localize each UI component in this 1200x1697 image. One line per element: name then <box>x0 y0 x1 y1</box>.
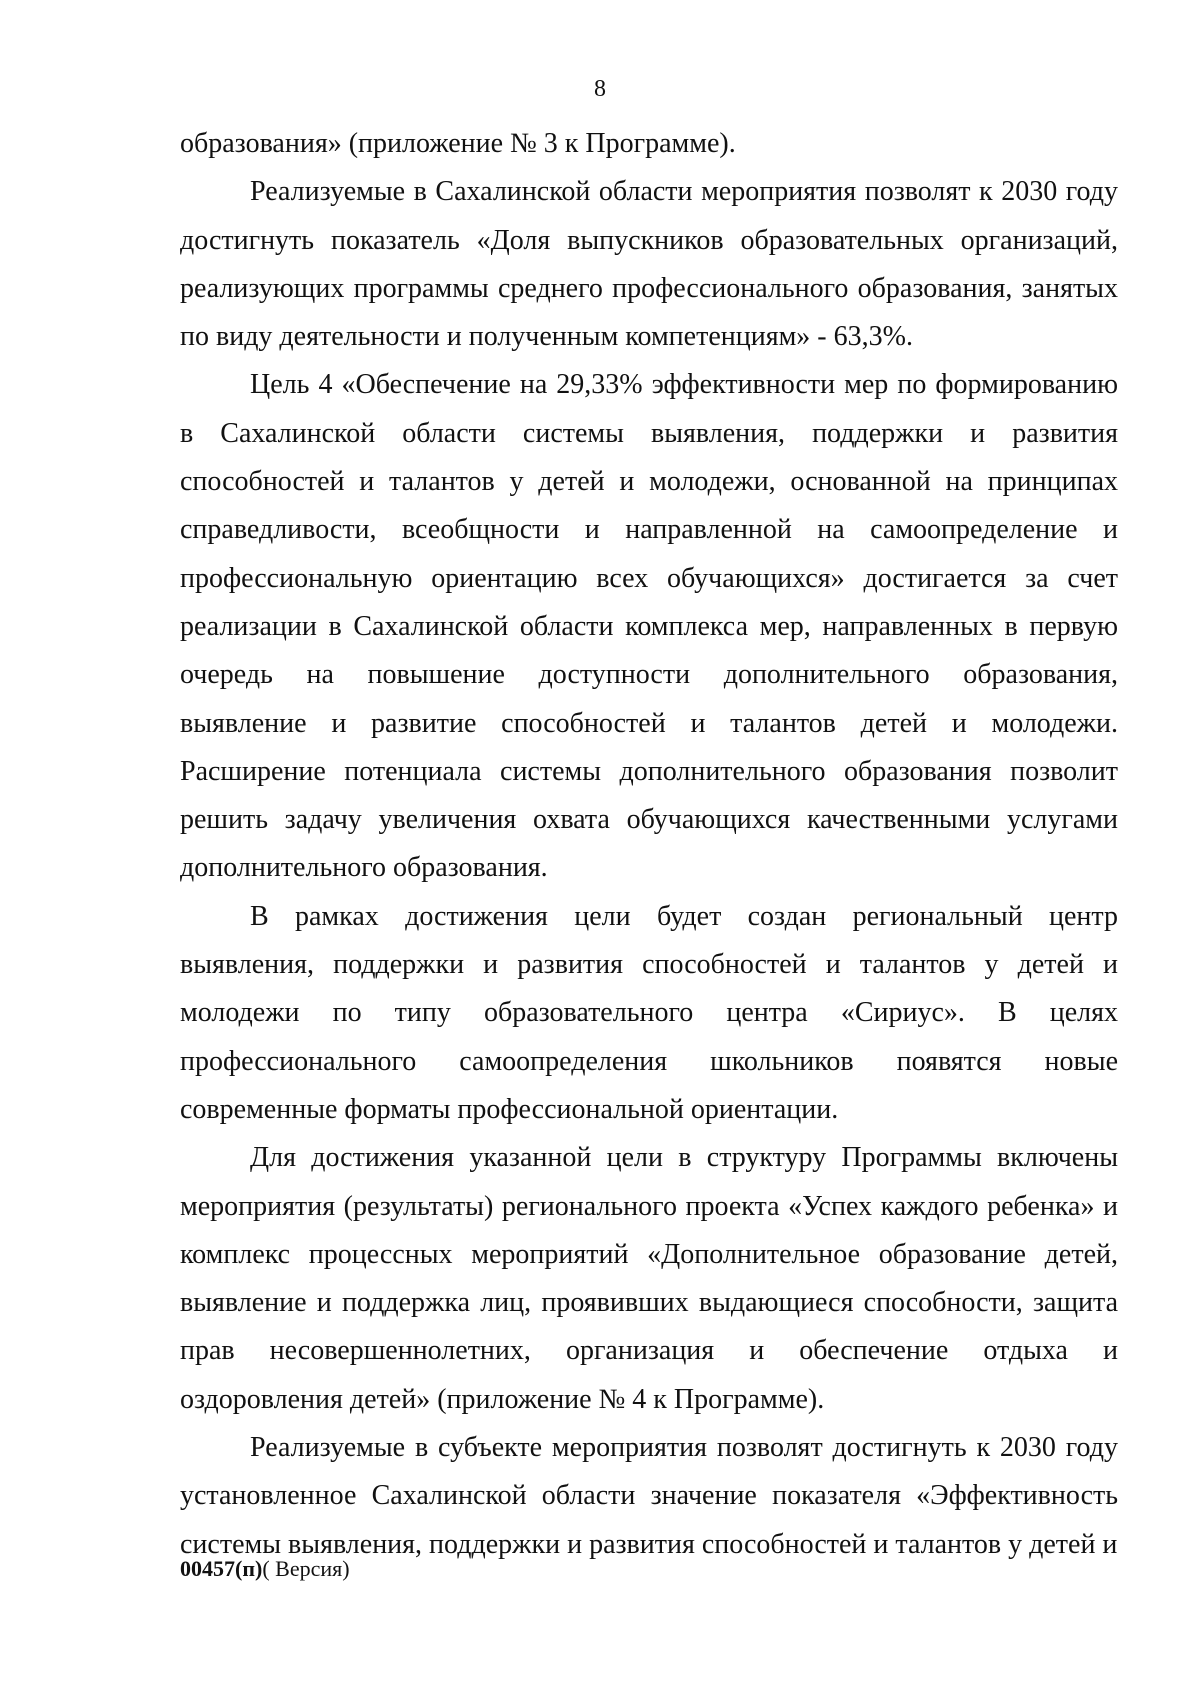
document-version: ( Версия) <box>262 1556 350 1581</box>
document-code: 00457(п) <box>180 1556 263 1581</box>
document-body <box>180 120 1118 1569</box>
page-number: 8 <box>594 76 606 102</box>
paragraph-continuation: образования» (приложение № 3 к Программе). <box>180 128 736 159</box>
paragraph-regional-center: В рамках достижения цели будет создан региональный центр выявления, поддержки и развития способностей и талантов у детей и молодежи по типу образовательного центра «Сириус». В целях профессионального самоопределения школьников появятся новые современные форматы профессиональной ориентации. <box>180 900 1118 1125</box>
document-footer <box>180 1555 350 1583</box>
paragraph-subject-measures: Реализуемые в субъекте мероприятия позволят достигнуть к 2030 году установленное Сахалинской области значение показателя «Эффективность системы выявления, поддержки и развития способностей и талантов у детей и <box>180 1432 1118 1560</box>
paragraph-goal-4: Цель 4 «Обеспечение на 29,33% эффективности мер по формированию в Сахалинской области системы выявления, поддержки и развития способностей и талантов у детей и молодежи, основанной на принципах справедливости, всеобщности и направленной на самоопределение и профессиональную ориентацию всех обучающихся» достигается за счет реализации в Сахалинской области комплекса мер, направленных в первую очередь на повышение доступности дополнительного образования, выявление и развитие способностей и талантов детей и молодежи. Расширение потенциала системы дополнительного образования позволит решить задачу увеличения охвата обучающихся качественными услугами дополнительного образования. <box>180 369 1118 884</box>
paragraph-program-structure: Для достижения указанной цели в структуру Программы включены мероприятия (результаты) регионального проекта «Успех каждого ребенка» и комплекс процессных мероприятий «Дополнительное образование детей, выявление и поддержка лиц, проявивших выдающиеся способности, защита прав несовершеннолетних, организация и обеспечение отдыха и оздоровления детей» (приложение № 4 к Программе). <box>180 1142 1118 1415</box>
paragraph-sakhalin-indicator: Реализуемые в Сахалинской области мероприятия позволят к 2030 году достигнуть показатель «Доля выпускников образовательных организаций, реализующих программы среднего профессионального образования, занятых по виду деятельности и полученным компетенциям» - 63,3%. <box>180 176 1118 353</box>
